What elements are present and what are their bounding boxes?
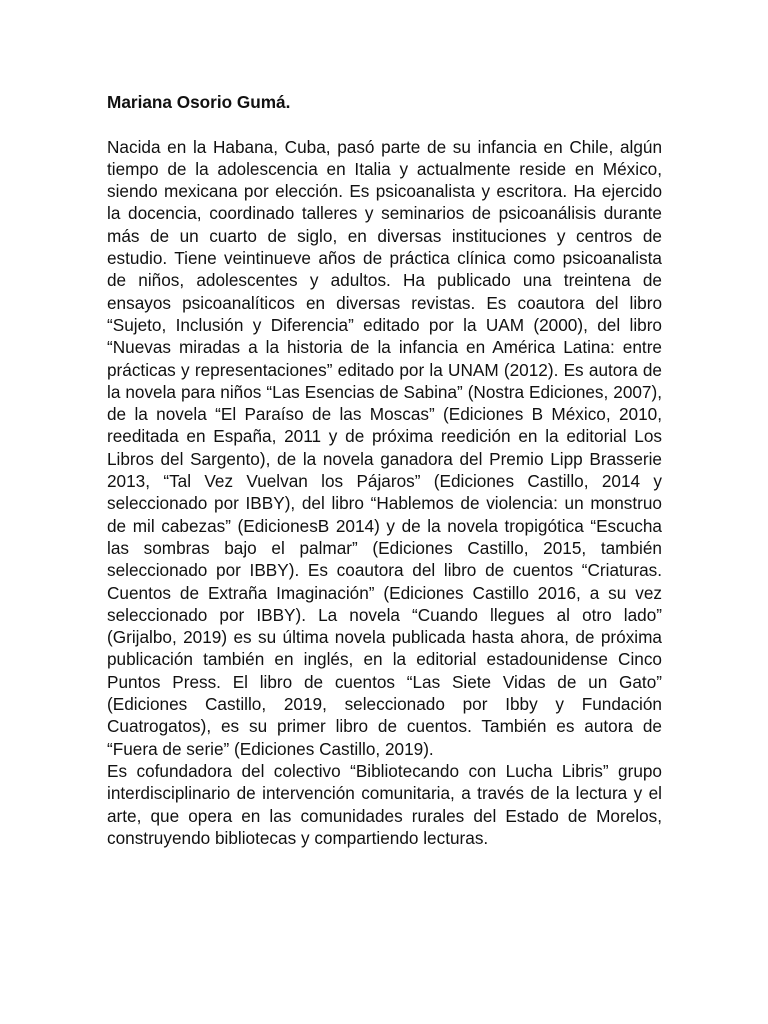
document-body	[107, 91, 662, 849]
collective-paragraph: Es cofundadora del colectivo “Bibliotecando con Lucha Libris” grupo interdisciplinario de intervención comunitaria, a través de la lectura y el arte, que opera en las comunidades rurales del Estado de Morelos, construyendo bibliotecas y compartiendo lecturas.	[107, 760, 662, 848]
document-title: Mariana Osorio Gumá.	[107, 92, 291, 112]
biography-paragraph: Nacida en la Habana, Cuba, pasó parte de su infancia en Chile, algún tiempo de la adolescencia en Italia y actualmente reside en México, siendo mexicana por elección. Es psicoanalista y escritora. Ha ejercido la docencia, coordinado talleres y seminarios de psicoanálisis durante más de un cuarto de siglo, en diversas instituciones y centros de estudio. Tiene veintinueve años de práctica clínica como psicoanalista de niños, adolescentes y adultos. Ha publicado una treintena de ensayos psicoanalíticos en diversas revistas. Es coautora del libro “Sujeto, Inclusión y Diferencia” editado por la UAM (2000), del libro “Nuevas miradas a la historia de la infancia en América Latina: entre prácticas y representaciones” editado por la UNAM (2012). Es autora de la novela para niños “Las Esencias de Sabina” (Nostra Ediciones, 2007), de la novela “El Paraíso de las Moscas” (Ediciones B México, 2010, reeditada en España, 2011 y de próxima reedición en la editorial Los Libros del Sargento), de la novela ganadora del Premio Lipp Brasserie 2013, “Tal Vez Vuelvan los Pájaros” (Ediciones Castillo, 2014 y seleccionado por IBBY), del libro “Hablemos de violencia: un monstruo de mil cabezas” (EdicionesB 2014) y de la novela tropigótica “Escucha las sombras bajo el palmar” (Ediciones Castillo, 2015, también seleccionado por IBBY). Es coautora del libro de cuentos “Criaturas. Cuentos de Extraña Imaginación” (Ediciones Castillo 2016, a su vez seleccionado por IBBY). La novela “Cuando llegues al otro lado” (Grijalbo, 2019) es su última novela publicada hasta ahora, de próxima publicación también en inglés, en la editorial estadounidense Cinco Puntos Press. El libro de cuentos “Las Siete Vidas de un Gato” (Ediciones Castillo, 2019, seleccionado por Ibby y Fundación Cuatrogatos), es su primer libro de cuentos. También es autora de “Fuera de serie” (Ediciones Castillo, 2019).	[107, 136, 662, 759]
